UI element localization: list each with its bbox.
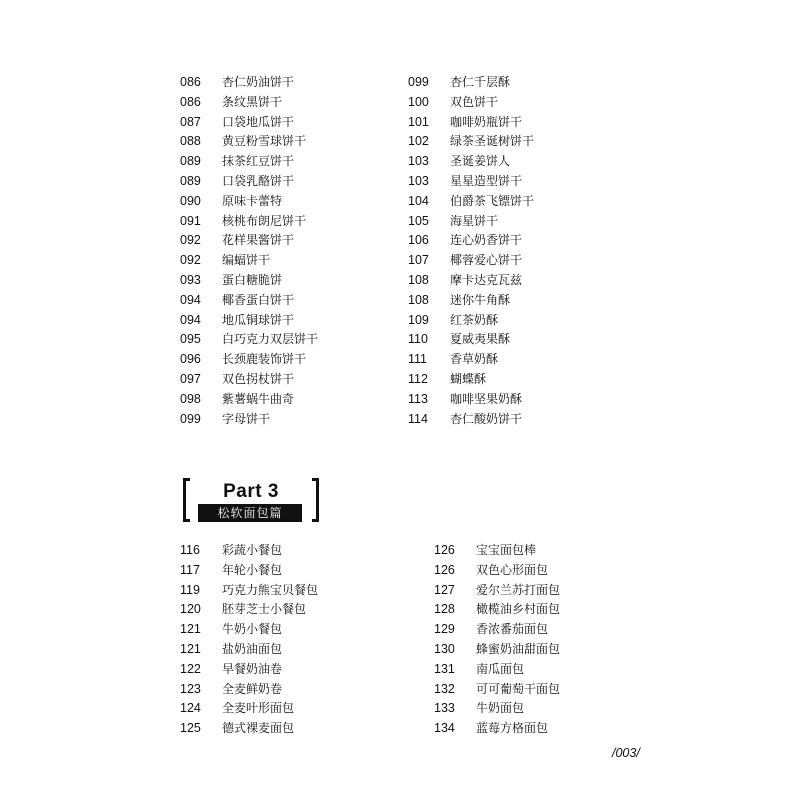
toc-page-number: 112 (408, 371, 428, 386)
toc-page-number: 134 (434, 721, 455, 736)
toc-entry-title: 爱尔兰苏打面包 (476, 582, 561, 597)
toc-page-number: 128 (434, 602, 455, 617)
toc-entry-title: 长颈鹿装饰饼干 (222, 352, 307, 367)
toc-entry-title: 红茶奶酥 (450, 312, 499, 327)
toc-entry-title: 核桃布朗尼饼干 (222, 213, 307, 228)
toc-page-number: 093 (180, 272, 201, 287)
toc-entry-title: 伯爵茶飞镖饼干 (450, 193, 535, 208)
toc-page-number: 120 (180, 602, 201, 617)
toc-entry-title: 抹茶红豆饼干 (222, 154, 295, 169)
toc-page-number: 133 (434, 701, 455, 716)
toc-page-number: 089 (180, 173, 201, 188)
toc-page-number: 098 (180, 391, 201, 406)
toc-entry-title: 咖啡奶瓶饼干 (450, 114, 523, 129)
toc-entry-title: 紫薯蜗牛曲奇 (222, 391, 295, 406)
toc-page-number: 103 (408, 154, 429, 169)
toc-page-number: 092 (180, 253, 201, 268)
toc-page-number: 099 (408, 75, 429, 89)
toc-entry-title: 全麦鲜奶卷 (222, 681, 283, 696)
toc-entry-title: 摩卡达克瓦兹 (450, 272, 523, 287)
toc-page-number: 117 (180, 562, 200, 577)
toc-entry-title: 杏仁千层酥 (450, 75, 511, 89)
toc-page-number: 103 (408, 173, 429, 188)
toc-entry-title: 牛奶面包 (476, 701, 525, 716)
toc-entry-title: 地瓜铜球饼干 (222, 312, 295, 327)
toc-page-number: 100 (408, 94, 429, 109)
toc-entry-title: 香浓番茄面包 (476, 622, 549, 637)
part-subtitle: 松软面包篇 (198, 504, 302, 522)
toc-entry-title: 可可葡萄干面包 (476, 681, 561, 696)
toc-page-number: 086 (180, 75, 201, 89)
toc-entry-title: 蜂蜜奶油甜面包 (476, 641, 561, 656)
toc-page-number: 104 (408, 193, 429, 208)
toc-page-number: 086 (180, 94, 201, 109)
toc-page-number: 125 (180, 721, 201, 736)
toc-entry-title: 椰香蛋白饼干 (222, 292, 295, 307)
toc-page-number: 105 (408, 213, 429, 228)
toc-page-number: 131 (434, 661, 455, 676)
toc-page-number: 090 (180, 193, 201, 208)
toc-page-number: 099 (180, 411, 201, 426)
toc-entry-title: 巧克力熊宝贝餐包 (222, 582, 319, 597)
toc-entry-title: 蓝莓方格面包 (476, 721, 549, 736)
part-heading (183, 478, 319, 524)
toc-entry-title: 彩蔬小餐包 (222, 543, 283, 557)
toc-entry-title: 咖啡坚果奶酥 (450, 391, 523, 406)
toc-page-number: 132 (434, 681, 455, 696)
toc-page-number: 109 (408, 312, 429, 327)
toc-page-number: 107 (408, 253, 429, 268)
toc-entry-title: 海星饼干 (450, 213, 499, 228)
toc-page-number: 097 (180, 371, 201, 386)
toc-entry-title: 胚芽芝士小餐包 (222, 602, 307, 617)
toc-entry-title: 宝宝面包棒 (476, 543, 537, 557)
toc-entry-title: 花样果酱饼干 (222, 233, 295, 248)
toc-entry-title: 双色心形面包 (476, 562, 549, 577)
toc-entry-title: 字母饼干 (222, 411, 271, 426)
toc-entry-title: 德式裸麦面包 (222, 721, 295, 736)
toc-page-number: 129 (434, 622, 455, 637)
toc-entry-title: 早餐奶油卷 (222, 661, 283, 676)
toc-entry-title: 蛋白糖脆饼 (222, 272, 283, 287)
toc-page-number: 119 (180, 582, 200, 597)
toc-page-number: 092 (180, 233, 201, 248)
toc-page-number: 114 (408, 411, 428, 426)
page-number: /003/ (612, 746, 640, 760)
toc-entry-title: 椰蓉爱心饼干 (450, 253, 523, 268)
toc-entry-title: 圣诞姜饼人 (450, 154, 511, 169)
toc-entry-title: 杏仁奶油饼干 (222, 75, 295, 89)
toc-page-number: 101 (408, 114, 429, 129)
toc-entry-title: 口袋乳酪饼干 (222, 173, 295, 188)
toc-entry-title: 香草奶酥 (450, 352, 499, 367)
toc-entry-title: 盐奶油面包 (222, 641, 283, 656)
toc-page-number: 087 (180, 114, 201, 129)
toc-entry-title: 连心奶香饼干 (450, 233, 523, 248)
toc-entry-title: 条纹黑饼干 (222, 94, 283, 109)
toc-page-number: 124 (180, 701, 201, 716)
toc-entry-title: 原味卡蕾特 (222, 193, 283, 208)
toc-page-number: 123 (180, 681, 201, 696)
toc-entry-title: 蝴蝶酥 (450, 371, 487, 386)
toc-page-number: 094 (180, 292, 201, 307)
toc-entry-title: 南瓜面包 (476, 661, 525, 676)
toc-entry-title: 夏威夷果酥 (450, 332, 511, 347)
toc-page-number: 106 (408, 233, 429, 248)
toc-entry-title: 编蝠饼干 (222, 253, 271, 268)
toc-page-number: 094 (180, 312, 201, 327)
toc-page-number: 113 (408, 391, 428, 406)
toc-page-number: 102 (408, 134, 429, 149)
toc-page-number: 126 (434, 543, 455, 557)
toc-page-number: 091 (180, 213, 201, 228)
toc-entry-title: 牛奶小餐包 (222, 622, 283, 637)
toc-entry-title: 杏仁酸奶饼干 (450, 411, 523, 426)
toc-page-number: 121 (180, 622, 201, 637)
toc-entry-title: 全麦叶形面包 (222, 701, 295, 716)
toc-entry-title: 年轮小餐包 (222, 562, 283, 577)
toc-page-number: 096 (180, 352, 201, 367)
toc-page-number: 121 (180, 641, 201, 656)
toc-page-number: 122 (180, 661, 201, 676)
toc-entry-title: 双色饼干 (450, 94, 499, 109)
toc-entry-title: 绿茶圣诞树饼干 (450, 134, 535, 149)
toc-page-number: 111 (408, 352, 428, 367)
toc-entry-title: 黄豆粉雪球饼干 (222, 134, 307, 149)
toc-entry-title: 迷你牛角酥 (450, 292, 511, 307)
toc-page-number: 108 (408, 272, 429, 287)
toc-entry-title: 双色拐杖饼干 (222, 371, 295, 386)
toc-entry-title: 口袋地瓜饼干 (222, 114, 295, 129)
toc-page-number: 108 (408, 292, 429, 307)
toc-page-number: 095 (180, 332, 201, 347)
toc-page-number: 127 (434, 582, 455, 597)
part-title: Part 3 (223, 481, 279, 502)
toc-page-number: 110 (408, 332, 428, 347)
toc-page-number: 088 (180, 134, 201, 149)
toc-page-number: 089 (180, 154, 201, 169)
toc-page-number: 116 (180, 543, 200, 557)
toc-entry-title: 橄榄油乡村面包 (476, 602, 561, 617)
toc-page-number: 126 (434, 562, 455, 577)
toc-page-number: 130 (434, 641, 455, 656)
toc-entry-title: 星星造型饼干 (450, 173, 523, 188)
toc-entry-title: 白巧克力双层饼干 (222, 332, 319, 347)
